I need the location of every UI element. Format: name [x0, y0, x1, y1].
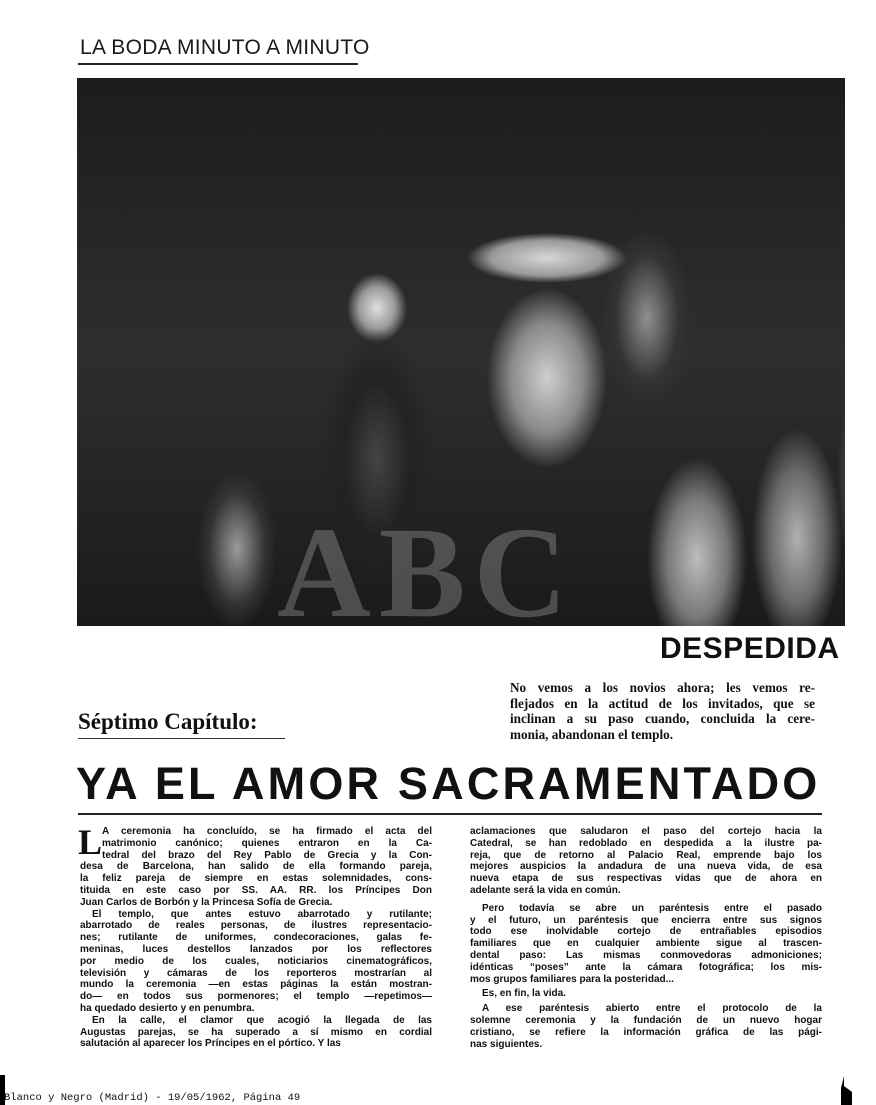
text-line: todo ese inolvidable cortejo de entrañables episodios — [470, 926, 822, 938]
text-line: Augustas parejas, se ha superado a sí mismo en cordial — [80, 1026, 432, 1038]
chapter-underline — [78, 738, 285, 739]
text-line: inclinan a su paso cuando, concluida la cere- — [510, 711, 815, 726]
text-line: nueva etapa de sus respectivas vidas que de ahora en — [470, 873, 822, 885]
source-footer: Blanco y Negro (Madrid) - 19/05/1962, Página 49 — [4, 1092, 301, 1104]
article-column-right — [470, 826, 822, 1050]
text-line: A ese paréntesis abierto entre el protocolo de la — [482, 1003, 822, 1015]
text-line: reja, que de retorno al Palacio Real, emprende bajo los — [470, 849, 822, 861]
text-line: do— en todos sus pormenores; el templo —repetimos— — [80, 991, 432, 1003]
text-line: No vemos a los novios ahora; les vemos re- — [510, 680, 815, 695]
text-line: A ceremonia ha concluído, se ha firmado el acta del — [102, 826, 432, 837]
title-rule — [78, 813, 822, 815]
text-line: desa de Barcelona, han salido de ella formando pareja, — [80, 861, 432, 873]
text-line: nas siguientes. — [470, 1038, 543, 1050]
text-line: solemne ceremonia y la fundación de un nuevo hogar — [470, 1014, 822, 1026]
text-line: aclamaciones que saludaron el paso del cortejo hacia la — [470, 826, 822, 837]
chapter-heading: Séptimo Capítulo: — [78, 709, 258, 734]
text-line: mundo la ceremonia —en estas páginas la están mostran- — [80, 979, 432, 991]
text-line: tedral del brazo del Rey Pablo de Grecia y la Con- — [102, 849, 432, 861]
text-line: matrimonio canónico; quienes entraron en la Ca- — [102, 837, 432, 849]
text-line: mos grupos familiares para la posteridad... — [470, 973, 674, 985]
abc-watermark: ABC — [277, 501, 576, 626]
text-line: salutación al aparecer los Príncipes en el pórtico. Y las — [80, 1038, 341, 1050]
text-line: flejados en la actitud de los invitados, que se — [510, 695, 815, 711]
text-line: mejores auspicios la andadura de una nueva vida, de esa — [470, 861, 822, 873]
text-line: tituida en este caso por SS. AA. RR. los Príncipes Don — [80, 884, 432, 896]
text-line: por medio de los cuales, noticiarios cinematográficos, — [80, 955, 432, 967]
text-line: En la calle, el clamor que acogió la llegada de las — [92, 1014, 432, 1026]
text-line: abarrotado de reales personas, de ilustres representacio- — [80, 920, 432, 932]
text-line: meninas, luces destellos lanzados por los reflectores — [80, 943, 432, 955]
intro-paragraph — [510, 680, 815, 742]
text-line: idénticas “poses” ante la cámara fotográfica; los mis- — [470, 961, 822, 973]
text-line: Pero todavía se abre un paréntesis entre el pasado — [482, 902, 822, 914]
text-line: dental paso: Las mismas conmovedoras admoniciones; — [470, 949, 822, 961]
text-line: Catedral, se han redoblado en despedida a la ilustre pa- — [470, 837, 822, 849]
text-line: y el futuro, un paréntesis que encierra entre sus signos — [470, 914, 822, 926]
text-line: Es, en fin, la vida. — [482, 988, 566, 1000]
text-line: televisión y cámaras de los reporteros mostrarían al — [80, 967, 432, 979]
text-line: cristiano, se refiere la información gráfica de las pági- — [470, 1026, 822, 1038]
text-line: El templo, que antes estuvo abarrotado y rutilante; — [92, 908, 432, 920]
drop-cap: L — [78, 822, 103, 862]
text-line: monia, abandonan el templo. — [510, 726, 674, 742]
text-line: Juan Carlos de Borbón y la Princesa Sofía de Grecia. — [80, 896, 333, 908]
text-line: la feliz pareja de siempre en estas solemnidades, cons- — [80, 873, 432, 885]
wedding-photo — [77, 78, 845, 626]
text-line: ha quedado desierto y en penumbra. — [80, 1002, 255, 1014]
text-line: nes; rutilante de uniformes, condecoraciones, galas fe- — [80, 932, 432, 944]
article-title: YA EL AMOR SACRAMENTADO — [76, 758, 821, 809]
text-line: adelante será la vida en común. — [470, 884, 621, 896]
article-column-left — [78, 822, 432, 1050]
text-line: familiares que en cualquier ambiente sigue al trascen- — [470, 938, 822, 950]
section-header-rule — [78, 63, 358, 65]
photo-caption-heading: DESPEDIDA — [660, 632, 840, 665]
next-page-arrow-icon — [838, 1076, 854, 1105]
section-header: LA BODA MINUTO A MINUTO — [80, 36, 370, 59]
